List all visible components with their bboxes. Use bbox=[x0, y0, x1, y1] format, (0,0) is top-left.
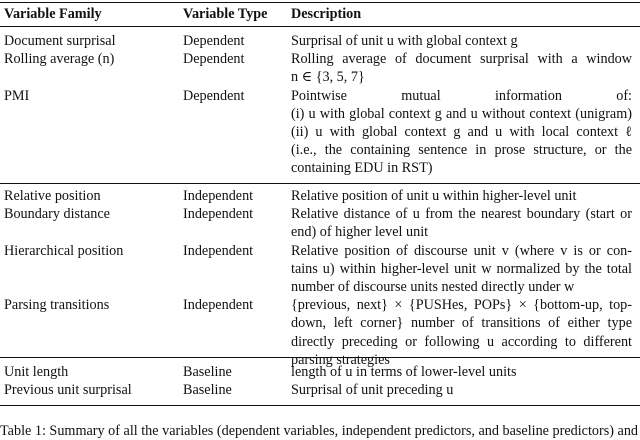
description-line: (i.e., the containing sentence in prose structure, or the bbox=[291, 142, 632, 159]
description-line: Relative distance of u from the nearest boundary (start or bbox=[291, 206, 632, 223]
description-line: down, left corner} number of transitions of either type bbox=[291, 315, 632, 332]
description bbox=[291, 187, 632, 205]
variable-family: Unit length bbox=[4, 364, 69, 380]
description-line: (i) u with global context g and u without context (unigram) bbox=[291, 105, 632, 122]
header-rule bbox=[0, 26, 640, 27]
description-line: Surprisal of unit u with global context g bbox=[291, 33, 518, 49]
header-family: Variable Family bbox=[4, 6, 102, 22]
header-type: Variable Type bbox=[183, 6, 268, 22]
description bbox=[291, 296, 632, 369]
group-rule bbox=[0, 183, 640, 184]
variable-family: Previous unit surprisal bbox=[4, 382, 132, 399]
variable-type: Dependent bbox=[183, 87, 245, 104]
variable-type: Dependent bbox=[183, 33, 245, 49]
description bbox=[291, 242, 632, 297]
description-line: containing EDU in RST) bbox=[291, 160, 433, 177]
variable-family: PMI bbox=[4, 87, 30, 104]
variable-type: Independent bbox=[183, 242, 254, 259]
variable-family: Document surprisal bbox=[4, 33, 116, 49]
description-line: (ii) u with global context g and u with local context ℓ bbox=[291, 123, 632, 140]
variable-family: Hierarchical position bbox=[4, 242, 124, 259]
description-line: n ∈ {3, 5, 7} bbox=[291, 69, 365, 86]
description-line: length of u in terms of lower-level units bbox=[291, 364, 517, 380]
description-line: Relative position of unit u within higher-level unit bbox=[291, 188, 577, 204]
bottom-rule bbox=[0, 405, 640, 406]
description-line: Surprisal of unit preceding u bbox=[291, 382, 454, 399]
description bbox=[291, 87, 632, 178]
top-rule bbox=[0, 2, 640, 3]
description-line: tains u) within higher-level unit w normalized by the total bbox=[291, 260, 632, 277]
description-line: Relative position of discourse unit v (where v is or con- bbox=[291, 242, 632, 259]
variable-family: Relative position bbox=[4, 188, 101, 204]
description bbox=[291, 50, 632, 86]
variable-family: Rolling average (n) bbox=[4, 51, 115, 68]
description-line: {previous, next} × {PUSHes, POPs} × {bottom-up, top- bbox=[291, 297, 632, 314]
description-line: directly preceding or following u according to different bbox=[291, 333, 632, 350]
description bbox=[291, 381, 632, 399]
description bbox=[291, 205, 632, 241]
variable-type: Independent bbox=[183, 188, 254, 204]
variable-type: Independent bbox=[183, 206, 254, 223]
description-line: Pointwise mutual information of: bbox=[291, 87, 632, 104]
variable-type: Baseline bbox=[183, 364, 232, 380]
header-description: Description bbox=[291, 6, 362, 22]
group-rule bbox=[0, 357, 640, 358]
description bbox=[291, 32, 632, 50]
variable-type: Dependent bbox=[183, 51, 245, 68]
description-line: Rolling average of document surprisal with a window bbox=[291, 51, 632, 68]
variable-family: Parsing transitions bbox=[4, 297, 110, 314]
description-line: end) of higher level unit bbox=[291, 224, 429, 241]
table-caption: Table 1: Summary of all the variables (dependent variables, independent predictors, and baseline predictors) and bbox=[0, 423, 639, 439]
variable-family: Boundary distance bbox=[4, 206, 110, 223]
description bbox=[291, 363, 632, 381]
description-line: number of discourse units nested directly under w bbox=[291, 278, 575, 295]
variable-type: Independent bbox=[183, 297, 254, 314]
variable-type: Baseline bbox=[183, 382, 232, 399]
description-line: parsing strategies bbox=[291, 351, 390, 368]
